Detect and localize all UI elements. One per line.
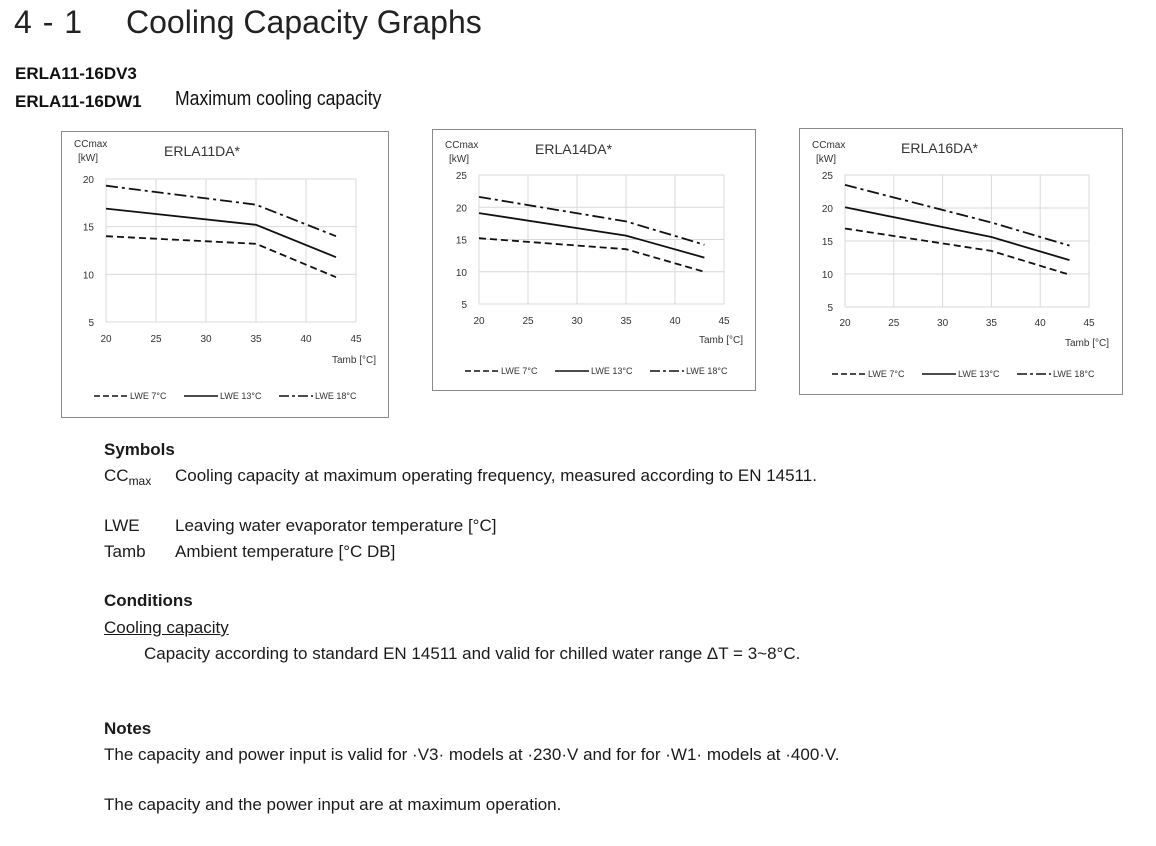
notes-line-2: The capacity and the power input are at maximum operation. [104,795,562,814]
y-tick-label: 10 [821,270,833,281]
conditions-subheading: Cooling capacity [104,618,229,637]
chart-title: ERLA16DA* [901,140,979,156]
legend-label: LWE 7°C [130,391,167,401]
series-line-lwe-7-c [479,238,704,272]
chart-erla16 [799,128,1123,395]
series-line-lwe-13-c [106,209,336,258]
section-title: Cooling Capacity Graphs [126,4,482,40]
chart-title: ERLA14DA* [535,141,613,157]
x-tick-label: 45 [718,316,730,327]
x-axis-label: Tamb [°C] [698,335,743,346]
x-tick-label: 35 [620,316,632,327]
legend-label: LWE 18°C [315,391,357,401]
y-tick-label: 15 [82,222,94,234]
y-tick-label: 15 [821,237,833,248]
y-tick-label: 20 [82,175,94,186]
x-axis-label: Tamb [°C] [1064,338,1109,349]
y-axis-label-line1: CCmax [74,139,108,150]
y-tick-label: 10 [82,270,94,282]
x-tick-label: 25 [150,334,162,345]
y-tick-label: 20 [821,204,833,215]
x-tick-label: 30 [571,316,583,327]
x-tick-label: 20 [839,318,851,329]
x-tick-label: 35 [250,334,262,345]
legend-label: LWE 13°C [220,391,262,401]
x-tick-label: 45 [1083,318,1095,329]
x-tick-label: 40 [669,316,681,327]
y-tick-label: 10 [455,267,467,279]
x-tick-label: 35 [985,318,997,329]
chart-title: ERLA11DA* [164,143,241,159]
y-tick-label: 25 [821,171,833,182]
legend-label: LWE 13°C [958,369,1000,379]
y-tick-label: 25 [455,171,467,182]
symbol-tamb-desc: Ambient temperature [°C DB] [175,542,396,561]
notes-line-1: The capacity and power input is valid for ·V3· models at ·230·V and for for ·W1· models at ·400·V. [104,745,840,764]
chart-erla14 [432,129,756,391]
legend-label: LWE 13°C [591,366,633,376]
y-axis-label-line1: CCmax [445,140,479,151]
series-line-lwe-18-c [106,186,336,237]
y-tick-label: 5 [827,303,833,314]
conditions-text: Capacity according to standard EN 14511 and valid for chilled water range ΔT = 3~8°C. [144,644,801,663]
y-tick-label: 15 [455,235,467,247]
y-axis-label-line2: [kW] [816,154,836,165]
subtitle: Maximum cooling capacity [175,88,382,110]
legend-label: LWE 18°C [1053,369,1095,379]
symbol-lwe-desc: Leaving water evaporator temperature [°C] [175,516,497,535]
symbol-ccmax-desc: Cooling capacity at maximum operating frequency, measured according to EN 14511. [175,466,817,485]
symbol-ccmax-main: CC [104,466,129,485]
chart-svg [433,130,755,390]
y-tick-label: 20 [455,203,467,215]
conditions-heading: Conditions [104,591,193,610]
chart-svg [800,129,1122,394]
x-tick-label: 25 [522,316,534,327]
x-tick-label: 20 [473,316,485,327]
series-line-lwe-18-c [479,197,704,245]
symbols-heading: Symbols [104,440,175,459]
y-axis-label-line2: [kW] [449,154,469,165]
notes-heading: Notes [104,719,152,738]
x-tick-label: 30 [937,318,949,329]
y-axis-label-line1: CCmax [812,140,846,151]
symbol-ccmax-sub: max [128,474,152,488]
series-line-lwe-18-c [845,185,1070,246]
model-line-2: ERLA11-16DW1 [15,92,142,111]
y-tick-label: 5 [461,300,467,311]
legend-label: LWE 18°C [686,366,728,376]
x-tick-label: 30 [200,334,212,345]
symbol-ccmax [104,466,151,488]
x-axis-label: Tamb [°C] [331,355,376,366]
x-tick-label: 40 [300,334,312,345]
symbol-tamb: Tamb [104,542,146,561]
series-line-lwe-7-c [845,229,1070,275]
x-tick-label: 40 [1034,318,1046,329]
legend-label: LWE 7°C [501,366,538,376]
chart-svg [62,132,388,417]
x-tick-label: 20 [100,334,112,345]
model-line-1: ERLA11-16DV3 [15,64,137,83]
section-number: 4 - 1 [14,4,84,40]
chart-erla11 [61,131,389,418]
x-tick-label: 45 [350,334,362,345]
x-tick-label: 25 [888,318,900,329]
y-axis-label-line2: [kW] [78,153,98,164]
symbol-lwe: LWE [104,516,140,535]
legend-label: LWE 7°C [868,369,905,379]
y-tick-label: 5 [88,318,94,329]
